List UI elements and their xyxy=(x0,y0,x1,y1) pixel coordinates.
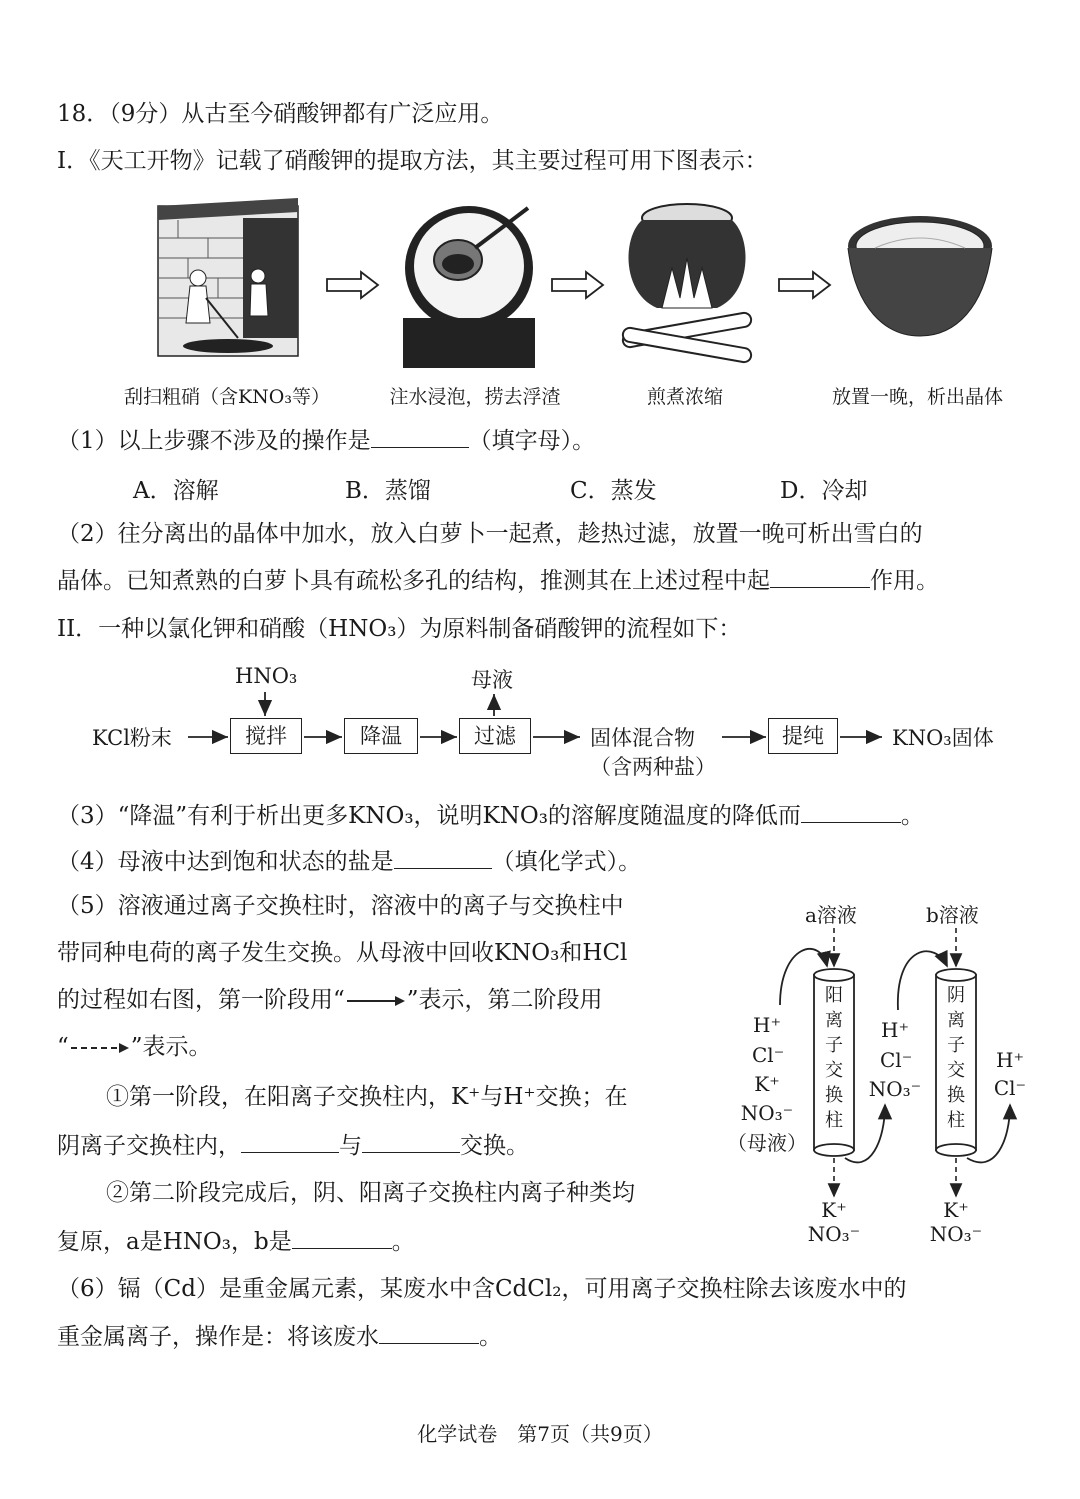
part-two-intro: II．一种以氯化钾和硝酸（HNO₃）为原料制备硝酸钾的流程如下： xyxy=(57,616,742,642)
option-a: A．溶解 xyxy=(133,478,219,504)
caption-boiling: 煎煮浓缩 xyxy=(646,386,723,408)
question-6-line2 xyxy=(57,1321,502,1352)
question-5-part1-text: 阴离子交换柱内， xyxy=(57,1133,241,1159)
flow-stir-box: 搅拌 xyxy=(230,718,302,754)
question-6-text: 重金属离子，操作是：将该废水 xyxy=(57,1324,379,1350)
mid-ion-h: H⁺ xyxy=(881,1018,909,1042)
anion-column-char: 换 xyxy=(947,1085,965,1106)
cation-column-char: 柱 xyxy=(825,1110,843,1131)
left-ion-k: K⁺ xyxy=(754,1072,780,1096)
caption-crystallizing: 放置一晚，析出晶体 xyxy=(831,386,1003,408)
question-5-line1: （5）溶液通过离子交换柱时，溶液中的离子与交换柱中 xyxy=(57,893,624,919)
question-6-line1: （6）镉（Cd）是重金属元素，某废水中含CdCl₂，可用离子交换柱除去该废水中的 xyxy=(57,1276,907,1302)
flow-mother-liquor-label: 母液 xyxy=(471,668,513,692)
left-ion-h: H⁺ xyxy=(753,1013,781,1037)
anion-column-char: 交 xyxy=(947,1060,965,1081)
bottom1-ion-k: K⁺ xyxy=(821,1198,847,1222)
bottom2-ion-k: K⁺ xyxy=(943,1198,969,1222)
bottom2-ion-no3: NO₃⁻ xyxy=(929,1222,983,1246)
question-2-suffix: 作用。 xyxy=(870,568,939,594)
question-4-suffix: （填化学式）。 xyxy=(491,849,642,875)
question-2-text: 晶体。已知煮熟的白萝卜具有疏松多孔的结构，推测其在上述过程中起 xyxy=(57,568,770,594)
question-title: 18．（9分）从古至今硝酸钾都有广泛应用。 xyxy=(57,101,504,127)
anion-column-char: 柱 xyxy=(947,1110,965,1131)
question-2-line1: （2）往分离出的晶体中加水，放入白萝卜一起煮，趁热过滤，放置一晚可析出雪白的 xyxy=(57,521,923,547)
left-ion-no3: NO₃⁻ xyxy=(740,1101,794,1125)
flow-hno3-label: HNO₃ xyxy=(235,664,298,688)
anion-column-char: 离 xyxy=(947,1010,965,1031)
left-ion-cl: Cl⁻ xyxy=(752,1043,785,1067)
mid-ion-no3: NO₃⁻ xyxy=(868,1077,922,1101)
question-5-text-cont: ”表示，第二阶段用 xyxy=(406,987,603,1013)
flow-end-label: KNO₃固体 xyxy=(892,726,994,750)
flow-two-salts-label: （含两种盐） xyxy=(590,755,716,779)
question-5-part1-suffix: 交换。 xyxy=(460,1133,529,1159)
cation-column-char: 交 xyxy=(825,1060,843,1081)
question-5-part1-with: 与 xyxy=(339,1133,362,1159)
option-d: D．冷却 xyxy=(780,478,868,504)
bottom1-ion-no3: NO₃⁻ xyxy=(807,1222,861,1246)
question-4-text: （4）母液中达到饱和状态的盐是 xyxy=(57,849,394,875)
a-solution-label: a溶液 xyxy=(805,903,857,927)
cation-column-char: 子 xyxy=(825,1035,843,1056)
cation-column-char: 阳 xyxy=(825,985,843,1006)
answer-blank[interactable] xyxy=(379,1321,479,1344)
flow-start-label: KCl粉末 xyxy=(92,726,172,750)
flow-purify-box: 提纯 xyxy=(768,718,838,754)
anion-column-char: 子 xyxy=(947,1035,965,1056)
question-5-quote-end: ”表示。 xyxy=(130,1034,212,1060)
question-3-suffix: 。 xyxy=(900,803,924,829)
right-ion-h: H⁺ xyxy=(996,1048,1024,1072)
b-solution-label: b溶液 xyxy=(926,903,979,927)
cation-column-char: 换 xyxy=(825,1085,843,1106)
flow-filter-box: 过滤 xyxy=(459,718,531,754)
question-5-quote: “ xyxy=(57,1034,69,1060)
question-5-part2-text: 复原，a是HNO₃，b是 xyxy=(57,1229,292,1255)
option-b: B．蒸馏 xyxy=(345,478,431,504)
question-5-part2-suffix: 。 xyxy=(391,1229,415,1255)
flow-solid-mixture-label: 固体混合物 xyxy=(590,726,695,750)
option-c: C．蒸发 xyxy=(570,478,657,504)
flow-cool-box: 降温 xyxy=(344,718,418,754)
part-one-intro: I．《天工开物》记载了硝酸钾的提取方法，其主要过程可用下图表示： xyxy=(57,148,768,174)
page-footer: 化学试卷 第7页（共9页） xyxy=(417,1422,663,1446)
question-6-suffix: 。 xyxy=(479,1324,502,1350)
question-5-part1-line1: ①第一阶段，在阳离子交换柱内，K⁺与H⁺交换；在 xyxy=(106,1084,628,1110)
anion-column-char: 阴 xyxy=(947,985,965,1006)
caption-soaking: 注水浸泡，捞去浮渣 xyxy=(389,386,561,408)
question-5-text: 的过程如右图，第一阶段用“ xyxy=(57,987,345,1013)
cation-column-char: 离 xyxy=(825,1010,843,1031)
mother-liquor-label: （母液） xyxy=(727,1131,807,1155)
right-ion-cl: Cl⁻ xyxy=(993,1076,1027,1100)
caption-scraping: 刮扫粗硝（含KNO₃等） xyxy=(123,386,330,408)
question-5-part2-line1: ②第二阶段完成后，阴、阳离子交换柱内离子种类均 xyxy=(106,1180,635,1206)
question-1-suffix: （填字母）。 xyxy=(468,428,596,454)
question-5-line2: 带同种电荷的离子发生交换。从母液中回收KNO₃和HCl xyxy=(57,940,628,966)
question-1-text: （1）以上步骤不涉及的操作是 xyxy=(57,428,371,454)
mid-ion-cl: Cl⁻ xyxy=(880,1048,913,1072)
question-3-text: （3）“降温”有利于析出更多KNO₃，说明KNO₃的溶解度随温度的降低而 xyxy=(57,803,801,829)
